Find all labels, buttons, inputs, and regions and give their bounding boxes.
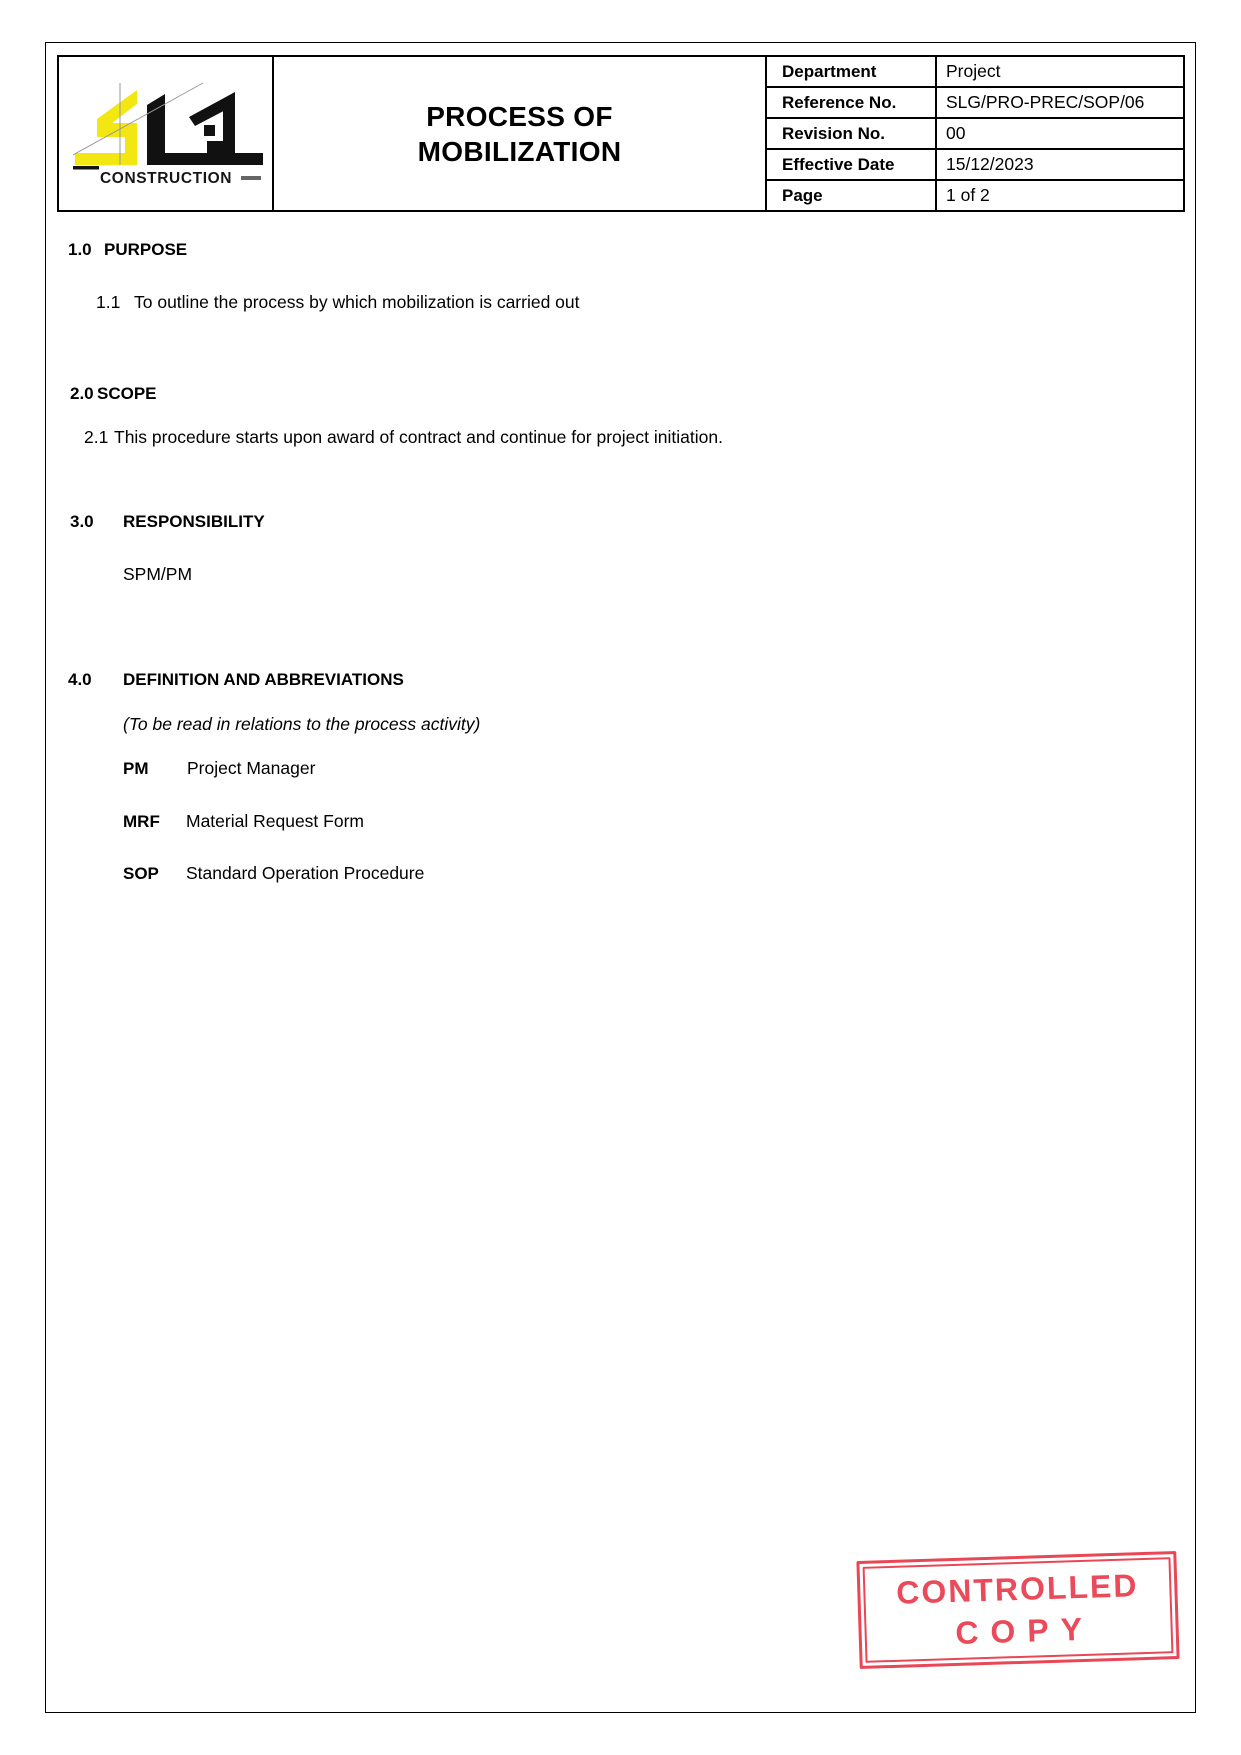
info-row-revision-no xyxy=(767,119,1183,150)
info-row-page xyxy=(767,181,1183,210)
logo-s-shape xyxy=(75,90,137,165)
clause-2-1-number: 2.1 xyxy=(84,427,109,447)
section-1-number: 1.0 xyxy=(68,240,92,259)
info-row-department xyxy=(767,57,1183,88)
info-label: Department xyxy=(767,57,937,86)
info-value: 00 xyxy=(946,123,966,143)
controlled-copy-stamp xyxy=(856,1551,1179,1669)
logo-g-hook xyxy=(207,141,235,153)
section-2-heading: SCOPE xyxy=(97,384,157,403)
logo-cell xyxy=(59,57,274,210)
stamp-inner-border xyxy=(863,1557,1174,1663)
definition-text-sop: Standard Operation Procedure xyxy=(186,863,425,883)
info-label: Effective Date xyxy=(767,150,937,179)
info-value: 1 of 2 xyxy=(946,185,990,205)
info-label: Page xyxy=(767,181,937,210)
section-2-number: 2.0 xyxy=(70,384,94,403)
section-4-heading: DEFINITION AND ABBREVIATIONS xyxy=(123,670,404,689)
title-line-2: MOBILIZATION xyxy=(417,135,622,167)
stamp-text-controlled: CONTROLLED xyxy=(895,1567,1139,1611)
info-row-effective-date xyxy=(767,150,1183,181)
clause-2-1-text: This procedure starts upon award of contract and continue for project initiation. xyxy=(114,427,723,447)
info-row-reference-no xyxy=(767,88,1183,119)
section-4-number: 4.0 xyxy=(68,670,92,689)
definition-term-mrf: MRF xyxy=(123,812,160,831)
logo-g-square xyxy=(204,125,215,136)
document-title xyxy=(274,57,767,210)
title-line-1: PROCESS OF xyxy=(426,100,613,132)
info-label: Revision No. xyxy=(767,119,937,148)
info-label: Reference No. xyxy=(767,88,937,117)
logo-guide-diagonal-line xyxy=(73,83,203,155)
definitions-note: (To be read in relations to the process activity) xyxy=(123,714,481,734)
clause-1-1-text: To outline the process by which mobilization is carried out xyxy=(134,292,580,312)
info-value: Project xyxy=(946,61,1001,81)
responsibility-body: SPM/PM xyxy=(123,564,193,584)
section-3-heading: RESPONSIBILITY xyxy=(123,512,265,531)
logo-underline xyxy=(73,166,99,170)
document-info-table xyxy=(767,57,1183,210)
logo-base-bar xyxy=(147,153,263,165)
clause-1-1-number: 1.1 xyxy=(96,292,121,312)
definition-term-sop: SOP xyxy=(123,864,159,883)
section-1-heading: PURPOSE xyxy=(104,240,188,259)
info-value: 15/12/2023 xyxy=(946,154,1034,174)
section-3-number: 3.0 xyxy=(70,512,94,531)
info-value: SLG/PRO-PREC/SOP/06 xyxy=(946,92,1145,112)
logo-wordmark: CONSTRUCTION xyxy=(100,170,233,187)
definition-text-pm: Project Manager xyxy=(187,758,316,778)
definition-text-mrf: Material Request Form xyxy=(186,811,364,831)
document-header xyxy=(57,55,1185,212)
definition-term-pm: PM xyxy=(123,759,149,778)
stamp-text-copy: COPY xyxy=(954,1610,1095,1651)
company-logo xyxy=(73,75,273,193)
logo-smallprint xyxy=(241,176,261,180)
